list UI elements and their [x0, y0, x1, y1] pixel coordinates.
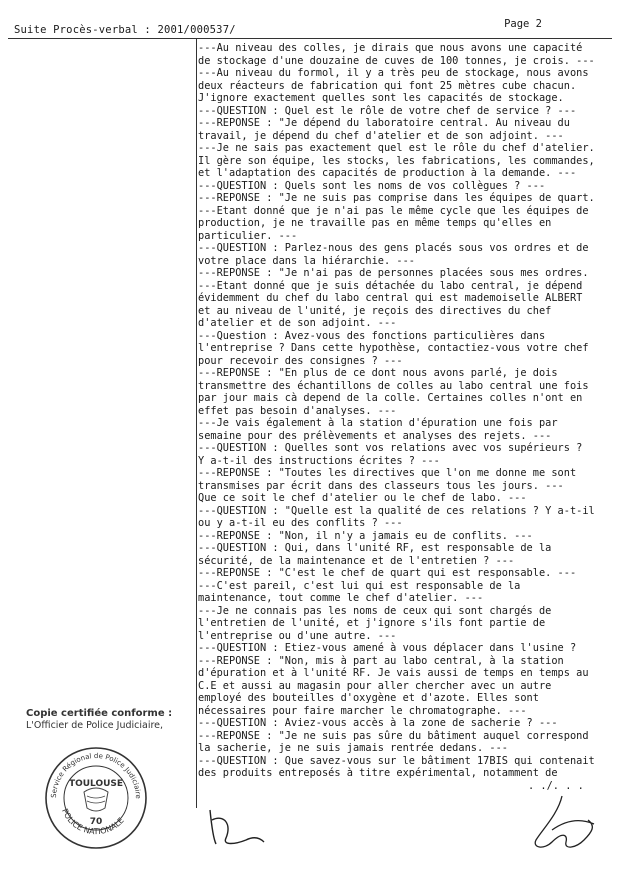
text-line: ---Etant donné que je n'ai pas le même cycle que les équipes de [198, 204, 589, 217]
text-line: employé des bouteilles d'oxygène et d'azote. Elles sont [198, 692, 539, 704]
text-line: ---C'est pareil, c'est lui qui est responsable de la [198, 579, 521, 592]
seal-number: 70 [89, 817, 103, 827]
text-line: ---REPONSE : "Je dépend du laboratoire central. Au niveau du [198, 117, 570, 129]
signature-left-icon [202, 800, 272, 850]
text-line: l'entreprise ou d'une autre. --- [198, 629, 397, 642]
text-line: des produits entreposés à titre expérimental, notamment de [198, 767, 558, 779]
text-line: ---QUESTION : Quels sont les noms de vos collègues ? --- [198, 179, 546, 192]
seal-bottom-text: POLICE NATIONALE [60, 807, 126, 837]
text-line: la sacherie, je ne suis jamais rentrée dedans. --- [198, 742, 508, 754]
text-line: pour recevoir des consignes ? --- [198, 354, 403, 367]
text-line: ---Etant donné que je suis détachée du labo central, je dépend [198, 279, 583, 292]
text-line: J'ignore exactement quelles sont les capacités de stockage. [198, 92, 564, 104]
text-line: maintenance, tout comme le chef d'atelier. --- [198, 592, 484, 604]
text-line: C.E et aussi au magasin pour aller chercher avec un autre [198, 679, 552, 692]
text-line: ---Je vais également à la station d'épuration une fois par [198, 417, 558, 429]
text-line: ---REPONSE : "Toutes les directives que l'on me donne me sont [198, 467, 577, 479]
text-line: ou y a-t-il eu des conflits ? --- [198, 517, 403, 529]
text-line: Il gère son équipe, les stocks, les fabrications, les commandes, [198, 154, 595, 167]
text-line: ---QUESTION : "Quelle est la qualité de ces relations ? Y a-t-il [198, 504, 595, 517]
text-line: nécessaires pour faire marcher le chromatographe. --- [198, 704, 527, 717]
text-line: ---REPONSE : "Non, mis à part au labo central, à la station [198, 654, 564, 667]
text-line: ---Je ne sais pas exactement quel est le rôle du chef d'atelier. [198, 142, 595, 154]
text-line: ---REPONSE : "Non, il n'y a jamais eu de conflits. --- [198, 529, 533, 542]
text-line: effet pas besoin d'analyses. --- [198, 404, 397, 417]
text-line: ---QUESTION : Parlez-nous des gens placés sous vos ordres et de [198, 242, 589, 254]
police-seal-icon [40, 740, 152, 852]
text-line: ---Je ne connais pas les noms de ceux qui sont chargés de [198, 604, 552, 617]
text-line: ---REPONSE : "C'est le chef de quart qui est responsable. --- [198, 567, 577, 579]
text-line: d'épuration et à l'unité RF. Je vais aussi de temps en temps au [198, 667, 589, 679]
certified-copy-label: Copie certifiée conforme : [26, 708, 173, 719]
officer-label: L'Officier de Police Judiciaire, [26, 720, 164, 731]
text-line: travail, je dépend du chef d'atelier et de son adjoint. --- [198, 129, 564, 142]
text-line: ---REPONSE : "Je ne suis pas comprise dans les équipes de quart. [198, 192, 595, 204]
text-line: ---QUESTION : Quel est le rôle de votre chef de service ? --- [198, 104, 577, 117]
seal-city: TOULOUSE [68, 779, 124, 789]
text-line: et l'adaptation des capacités de production à la demande. --- [198, 167, 577, 179]
text-line: sécurité, de la maintenance et de l'entretien ? --- [198, 554, 515, 567]
header-title: Suite Procès-verbal : 2001/000537/ [14, 24, 236, 36]
text-line: de stockage d'une douzaine de cuves de 100 tonnes, je crois. --- [198, 54, 595, 67]
text-line: et au niveau de l'unité, je reçois des directives du chef [198, 304, 552, 317]
text-line: transmises par écrit dans des classeurs tous les jours. --- [198, 479, 564, 492]
page-number: Page 2 [504, 18, 542, 30]
header-divider [8, 38, 612, 39]
text-line: d'atelier et de son adjoint. --- [198, 317, 397, 329]
statement-body [198, 42, 598, 792]
text-line: ---QUESTION : Quelles sont vos relations avec vos supérieurs ? [198, 442, 583, 454]
text-line: évidemment du chef du labo central qui est mademoiselle ALBERT [198, 292, 583, 304]
text-line: production, je ne travaille pas en même temps qu'elles en [198, 217, 552, 229]
text-line: ---QUESTION : Etiez-vous amené à vous déplacer dans l'usine ? [198, 642, 577, 654]
signature-right-icon [522, 790, 602, 860]
text-line: l'entreprise ? Dans cette hypothèse, contactiez-vous votre chef [198, 342, 589, 354]
text-line: transmettre des échantillons de colles au labo central une fois [198, 379, 589, 392]
certification-block [26, 708, 196, 731]
text-line: ---REPONSE : "Je ne suis pas sûre du bâtiment auquel correspond [198, 729, 589, 742]
margin-divider [196, 38, 197, 808]
text-line: ---Au niveau du formol, il y a très peu de stockage, nous avons [198, 67, 589, 79]
text-line: Que ce soit le chef d'atelier ou le chef de labo. --- [198, 492, 527, 504]
text-line: ---REPONSE : "En plus de ce dont nous avons parlé, je dois [198, 367, 558, 379]
text-line: ---Question : Avez-vous des fonctions particulières dans [198, 329, 546, 342]
text-line: ---QUESTION : Que savez-vous sur le bâtiment 17BIS qui contenait [198, 754, 595, 767]
text-line: ---QUESTION : Qui, dans l'unité RF, est responsable de la [198, 542, 552, 554]
text-line: Y a-t-il des instructions écrites ? --- [198, 454, 440, 467]
text-line: votre place dans la hiérarchie. --- [198, 254, 415, 267]
text-line: deux réacteurs de fabrication qui font 25 mètres cube chacun. [198, 79, 577, 92]
text-line: semaine pour des prélèvements et analyses des rejets. --- [198, 429, 552, 442]
text-line: . ./. . . [528, 779, 584, 792]
text-line: ---Au niveau des colles, je dirais que nous avons une capacité [198, 42, 583, 54]
seal-top-text: Service Régional de Police Judiciaire [49, 751, 143, 799]
text-line: ---QUESTION : Aviez-vous accès à la zone de sacherie ? --- [198, 717, 558, 729]
text-line: ---REPONSE : "Je n'ai pas de personnes placées sous mes ordres. [198, 267, 589, 279]
text-line: l'entretien de l'unité, et j'ignore s'ils font partie de [198, 617, 546, 629]
text-line: par jour mais cà depend de la colle. Certaines colles n'ont en [198, 392, 583, 404]
text-line: particulier. --- [198, 229, 298, 242]
